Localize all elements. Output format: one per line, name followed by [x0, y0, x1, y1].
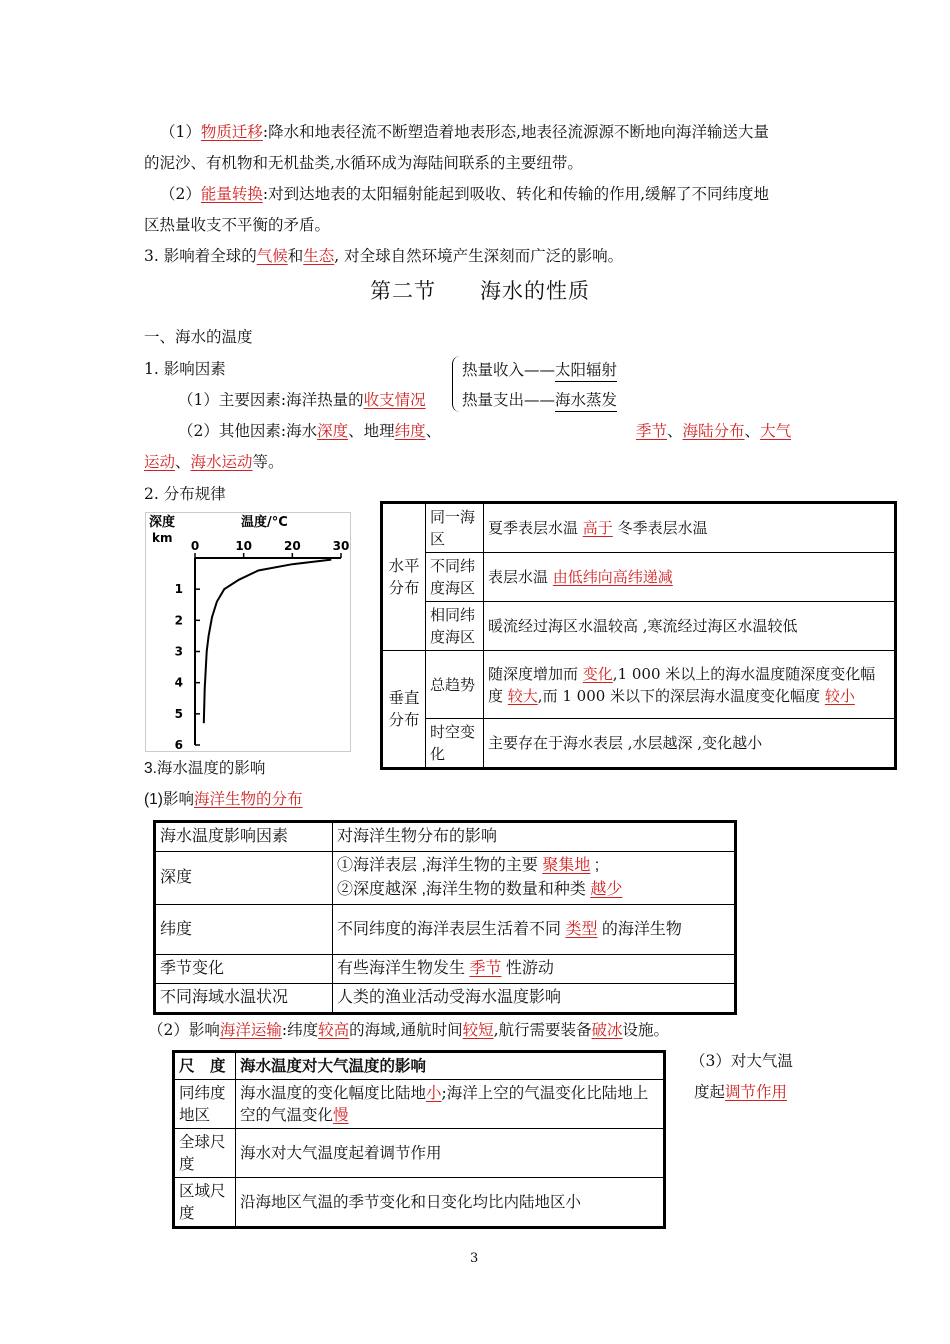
text: （2） — [160, 185, 201, 203]
text: （1）主要因素:海洋热量的 — [178, 391, 364, 409]
table-header: 对海洋生物分布的影响 — [333, 822, 736, 852]
intro-paragraph-2-line2: 区热量收支不平衡的矛盾。 — [144, 216, 331, 234]
text: 设施。 — [622, 1021, 670, 1039]
text: 、 — [744, 422, 761, 440]
other-factors — [178, 421, 441, 441]
key-term: 海洋生物的分布 — [193, 791, 303, 808]
main-factor — [178, 390, 426, 410]
text: 不同纬度的海洋表层生活着不同 — [337, 920, 566, 938]
section-title: 第二节 海水的性质 — [370, 279, 590, 303]
key-term: 纬度 — [394, 422, 426, 440]
key-term: 越少 — [590, 881, 623, 898]
text: 海水温度的变化幅度比陆地 — [240, 1084, 427, 1102]
table-cell: 季节变化 — [155, 955, 333, 984]
factors-heading: 1. 影响因素 — [144, 360, 226, 378]
text: 夏季表层水温 — [488, 519, 583, 537]
x-tick-label: 30 — [332, 539, 350, 553]
key-term: 变化 — [582, 664, 613, 683]
table-cell — [333, 955, 736, 984]
key-term: 慢 — [333, 1106, 349, 1124]
key-term: 海陆分布 — [682, 422, 745, 440]
table-cell: 同一海区 — [426, 503, 484, 553]
other-factors-line2 — [144, 452, 284, 472]
key-term: 气候 — [256, 247, 288, 265]
table-cell: 相同纬度海区 — [426, 602, 484, 651]
text: 随深度增加而 — [488, 664, 583, 683]
table-cell: 暖流经过海区水温较高 ,寒流经过海区水温较低 — [484, 602, 896, 651]
table-cell — [484, 553, 896, 602]
table-cell — [236, 1080, 665, 1129]
text: （2）其他因素:海水 — [178, 422, 318, 440]
table-cell: 深度 — [155, 852, 333, 905]
key-term: 小 — [426, 1084, 442, 1102]
key-term: 较短 — [462, 1021, 494, 1039]
key-term: 生态 — [303, 247, 335, 265]
table-header: 尺 度 — [174, 1052, 236, 1080]
key-term: 破冰 — [591, 1021, 623, 1039]
y-tick-label: 1 — [174, 582, 183, 597]
text: 的海域,通航时间 — [349, 1021, 463, 1039]
intro-paragraph-1-line2: 的泥沙、有机物和无机盐类,水循环成为海陆间联系的主要纽带。 — [144, 154, 583, 172]
air-temperature-table — [172, 1050, 666, 1229]
text: ①海洋表层 ,海洋生物的主要 — [337, 857, 543, 874]
text: 度起 — [694, 1083, 726, 1101]
intro-paragraph-1 — [160, 122, 769, 142]
table-cell: 同纬度地区 — [174, 1080, 236, 1129]
table-cell — [333, 905, 736, 955]
text: ,1 000 米以上的海水温度随深度变化幅度 — [488, 664, 876, 705]
table-cell: 全球尺度 — [174, 1129, 236, 1178]
table-cell: 不同纬度海区 — [426, 553, 484, 602]
key-term: 运动 — [144, 453, 176, 471]
key-term: 季节 — [636, 422, 668, 440]
text: :对到达地表的太阳辐射能起到吸收、转化和传输的作用,缓解了不同纬度地 — [262, 185, 770, 203]
temperature-depth-chart — [145, 512, 351, 752]
table-header: 海水温度对大气温度的影响 — [236, 1052, 665, 1080]
y-tick-label: 3 — [174, 644, 183, 659]
text: 、地理 — [348, 422, 395, 440]
text: ; — [590, 857, 600, 874]
key-term: 高于 — [582, 519, 613, 537]
table-cell — [484, 503, 896, 553]
table-cell: 纬度 — [155, 905, 333, 955]
text: ,航行需要装备 — [493, 1021, 592, 1039]
x-tick-label: 20 — [283, 539, 301, 553]
table-cell: 主要存在于海水表层 ,水层越深 ,变化越小 — [484, 719, 896, 769]
y-axis-unit: km — [152, 531, 173, 545]
key-term: 能量转换 — [200, 185, 263, 203]
other-factors-right — [636, 421, 791, 441]
table-cell — [484, 651, 896, 719]
text: 有些海洋生物发生 — [337, 960, 470, 977]
text: 3. 影响着全球的 — [144, 247, 257, 265]
table-cell — [333, 852, 736, 905]
key-term: 类型 — [565, 920, 598, 938]
key-term: 较大 — [507, 686, 538, 705]
text: 表层水温 — [488, 568, 553, 586]
table-cell: 海水对大气温度起着调节作用 — [236, 1129, 665, 1178]
table-cell: 时空变化 — [426, 719, 484, 769]
impact-sub1 — [144, 790, 302, 810]
key-term: 季节 — [469, 960, 502, 977]
impact-heading: 3.海水温度的影响 — [144, 760, 266, 777]
text: 、 — [425, 422, 442, 440]
text: 、 — [175, 453, 191, 471]
page-number: 3 — [470, 1251, 479, 1266]
text: 等。 — [252, 453, 284, 471]
text: 热量支出—— — [462, 391, 556, 409]
y-tick-label: 5 — [174, 706, 183, 721]
key-term: 深度 — [317, 422, 349, 440]
key-term: 物质迁移 — [200, 123, 263, 141]
table-cell: 沿海地区气温的季节变化和日变化均比内陆地区小 — [236, 1178, 665, 1228]
impact-sub2 — [148, 1020, 669, 1040]
key-term: 海洋运输 — [219, 1021, 282, 1039]
table-header: 海水温度影响因素 — [155, 822, 333, 852]
text: 和 — [287, 247, 304, 265]
distribution-heading: 2. 分布规律 — [144, 485, 226, 503]
distribution-table — [380, 501, 897, 770]
key-term: 由低纬向高纬递减 — [552, 568, 673, 586]
key-term: 聚集地 — [542, 857, 591, 874]
horizontal-label: 水平分布 — [382, 503, 426, 651]
y-tick-label: 2 — [174, 613, 183, 628]
table-cell: 人类的渔业活动受海水温度影响 — [333, 984, 736, 1014]
text: 、 — [667, 422, 683, 440]
text: 热量收入—— — [462, 361, 556, 379]
text: 的海洋生物 — [597, 920, 682, 938]
text: , 对全球自然环境产生深刻而广泛的影响。 — [334, 247, 624, 265]
y-axis-label: 深度 — [149, 515, 176, 530]
brace — [452, 356, 461, 412]
intro-paragraph-2 — [160, 184, 769, 204]
text: ,而 1 000 米以下的深层海水温度变化幅度 — [537, 686, 825, 705]
key-term: 较小 — [824, 686, 855, 705]
text: :降水和地表径流不断塑造着地表形态,地表径流源源不断地向海洋输送大量 — [262, 123, 770, 141]
impact-sub3-line1: （3）对大气温 — [690, 1052, 793, 1070]
key-term: 收支情况 — [363, 391, 426, 409]
text: 性游动 — [501, 960, 554, 977]
value: 太阳辐射 — [555, 361, 617, 382]
temperature-heading: 一、海水的温度 — [144, 328, 253, 346]
text: （2）影响 — [148, 1021, 220, 1039]
text: (1)影响 — [144, 791, 194, 808]
bio-table — [153, 820, 737, 1015]
text: ;海洋上空的气温变化比陆地上空的气温变化 — [240, 1084, 649, 1124]
y-tick-label: 6 — [174, 738, 183, 752]
x-tick-label: 0 — [190, 539, 200, 553]
text: （1） — [160, 123, 201, 141]
impact-sub3-line2 — [694, 1082, 787, 1102]
table-cell: 不同海域水温状况 — [155, 984, 333, 1014]
text: :纬度 — [281, 1021, 319, 1039]
heat-income — [462, 360, 617, 380]
key-term: 调节作用 — [725, 1083, 788, 1101]
table-cell: 区域尺度 — [174, 1178, 236, 1228]
key-term: 大气 — [760, 422, 792, 440]
table-cell: 总趋势 — [426, 651, 484, 719]
x-tick-label: 10 — [235, 539, 253, 553]
y-tick-label: 4 — [174, 675, 183, 690]
text: 冬季表层水温 — [612, 519, 708, 537]
x-axis-label: 温度/°C — [241, 515, 288, 530]
key-term: 较高 — [318, 1021, 350, 1039]
key-term: 海水运动 — [190, 453, 253, 471]
heat-expense — [462, 390, 617, 410]
value: 海水蒸发 — [555, 391, 617, 412]
text: ②深度越深 ,海洋生物的数量和种类 — [337, 881, 591, 898]
vertical-label: 垂直分布 — [382, 651, 426, 769]
intro-paragraph-3 — [144, 246, 623, 266]
